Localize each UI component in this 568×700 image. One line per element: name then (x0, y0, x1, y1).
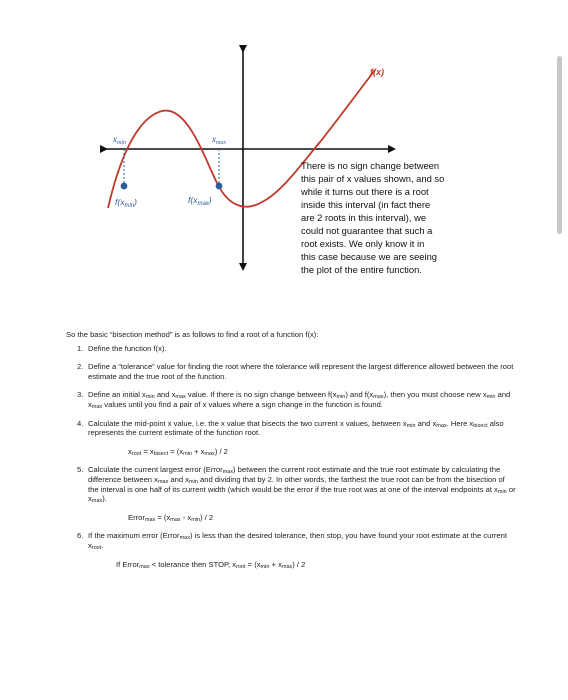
intro-paragraph: So the basic “bisection method” is as follows to find a root of a function f(x): (66, 330, 319, 339)
step-number: 6. (77, 531, 84, 541)
step-number: 4. (77, 418, 84, 428)
step-3 (66, 390, 516, 409)
bisection-method-text (66, 326, 516, 578)
callout-line: root exists. We only know it in (301, 238, 425, 249)
bisect-formula: $x_{root} = x_{bisect} = (x_{min} + x_{max}) / 2$ (128, 446, 228, 457)
fxmax-label: $f(x_{max})$ (188, 195, 212, 207)
fxmax-point (216, 183, 223, 190)
callout-line: There is no sign change between (301, 160, 440, 171)
fxmin-label: $f(x_{min})$ (115, 197, 137, 209)
step-number: 5. (77, 465, 84, 475)
curve-label: f(x) (370, 67, 384, 77)
step-5 (66, 465, 516, 522)
step-text: Define the function f(x). (88, 343, 167, 353)
callout-line: the plot of the entire function. (301, 264, 422, 275)
vertical-scrollbar[interactable] (557, 56, 562, 234)
step-text: Calculate the mid-point x value, i.e. the x value that bisects the two current x values, between $x_{min}$ and $x_{max}$. Here $x_{bisect}$ also represents the current estimate of the function root. (88, 418, 504, 438)
callout-line: could not guarantee that such a (301, 225, 433, 236)
steps-list (66, 344, 516, 570)
step-text: Define a “tolerance” value for finding the root where the tolerance will represent the largest difference allowed between the root estimate and the true root of the function. (88, 362, 514, 381)
step-number: 1. (77, 343, 84, 353)
error-formula: Error$_{max}$ = $(x_{max} - x_{min}) / 2$ (128, 512, 214, 523)
callout-line: this pair of x values shown, and so (301, 173, 445, 184)
callout-line: while it turns out there is a root (301, 186, 429, 197)
stop-condition-formula: If Error$_{max}$ < tolerance then STOP, $x_{root} = (x_{min} + x_{max}) / 2$ (116, 559, 306, 570)
xmin-label: $x_{min}$ (113, 134, 126, 146)
step-number: 2. (77, 362, 84, 372)
step-text: Calculate the current largest error (Error$_{max}$) between the current root estimate and the true root estimate by calculating the difference between $x_{max}$ and $x_{min}$ and dividing that by 2. In other words, the farthest the true root can be from the bisection of the interval is one half of its current width (which would be the error if the true root was at one of the interval endpoints at $x_{min}$ or $x_{max}$). (88, 465, 516, 505)
step-1 (66, 344, 516, 354)
fxmin-point (121, 183, 128, 190)
callout-line: this case because we are seeing (301, 251, 438, 262)
step-text: If the maximum error (Error$_{max}$) is less than the desired tolerance, then stop, you have found your root estimate at the current $x_{root}$. (88, 531, 507, 551)
step-2 (66, 362, 516, 381)
step-text: Define an initial $x_{min}$ and $x_{max}$ value. If there is no sign change between $f(x_{min})$ and $f(x_{max})$, then you must choose new $x_{min}$ and $x_{max}$ values until you find a pair of x values where a sign change in the function is found. (88, 390, 511, 410)
sign-change-callout (301, 159, 506, 276)
step-number: 3. (77, 390, 84, 400)
step-6 (66, 531, 516, 569)
callout-line: are 2 roots in this interval), we (301, 212, 427, 223)
callout-line: inside this interval (in fact there (301, 199, 431, 210)
xmax-label: $x_{max}$ (212, 134, 226, 146)
step-4 (66, 419, 516, 457)
